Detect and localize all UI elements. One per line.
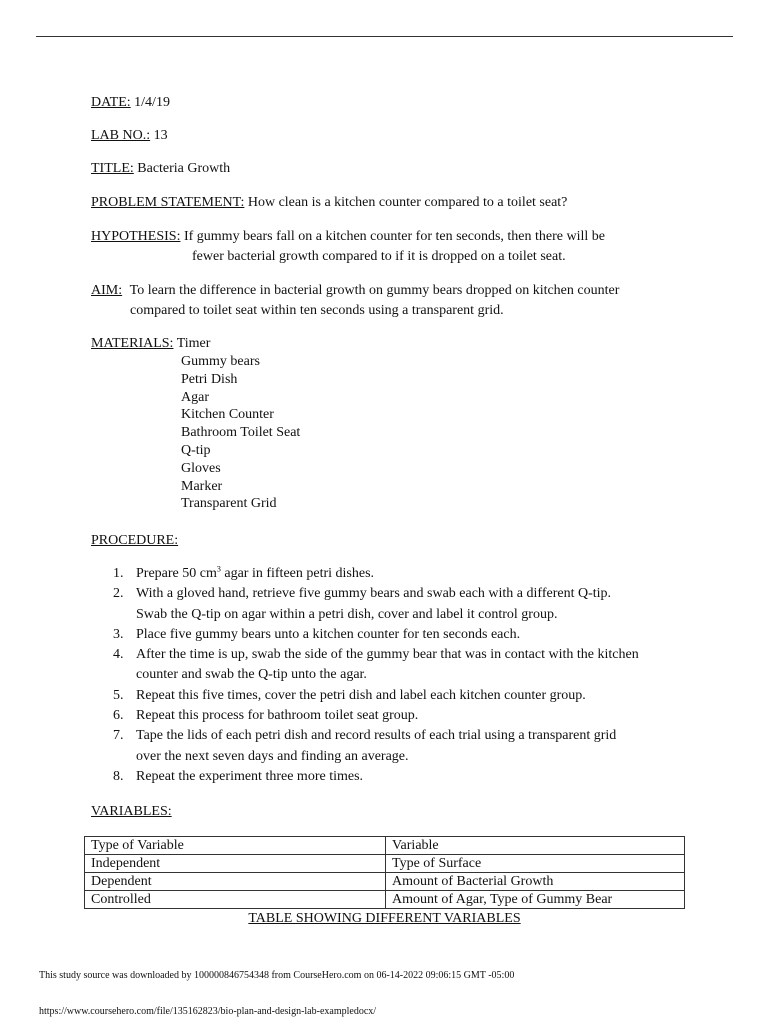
- variables-label: VARIABLES:: [91, 804, 172, 819]
- variables-table: [84, 836, 685, 909]
- table-caption: TABLE SHOWING DIFFERENT VARIABLES: [248, 911, 521, 926]
- procedure-heading: [91, 532, 178, 550]
- lab-no-value: 13: [153, 128, 168, 143]
- step-text: Place five gummy bears unto a kitchen counter for ten seconds each.: [136, 626, 521, 642]
- step-text: Swab the Q-tip on agar within a petri dish, cover and label it control group.: [136, 606, 558, 622]
- hypothesis-field: [91, 228, 605, 246]
- table-cell: Dependent: [85, 873, 386, 891]
- step-superscript: 3: [216, 564, 221, 574]
- table-row: [85, 837, 685, 855]
- material-item: Transparent Grid: [181, 496, 277, 512]
- step-text: Prepare 50 cm: [136, 566, 217, 581]
- procedure-step: [113, 767, 693, 787]
- procedure-step: [113, 726, 693, 767]
- procedure-step: [113, 625, 693, 645]
- material-item: Q-tip: [181, 442, 211, 458]
- aim-label: AIM:: [91, 283, 123, 298]
- procedure-list: [113, 564, 693, 787]
- procedure-step: [113, 645, 693, 686]
- table-cell: Amount of Agar, Type of Gummy Bear: [386, 891, 685, 909]
- problem-statement-field: [91, 194, 567, 212]
- aim-line-1: To learn the difference in bacterial growth on gummy bears dropped on kitchen counter: [129, 283, 620, 298]
- source-url: https://www.coursehero.com/file/135162823/bio-plan-and-design-lab-exampledocx/: [39, 1006, 377, 1017]
- step-number: 4.: [113, 647, 124, 663]
- hypothesis-line-2: fewer bacterial growth compared to if it is dropped on a toilet seat.: [192, 249, 566, 264]
- title-value: Bacteria Growth: [137, 161, 231, 176]
- table-cell: Type of Surface: [386, 855, 685, 873]
- material-item: Kitchen Counter: [181, 407, 274, 423]
- material-item: Agar: [181, 389, 209, 405]
- materials-list: [181, 353, 300, 513]
- material-item: Gloves: [181, 460, 221, 476]
- procedure-step: [113, 584, 693, 625]
- step-number: 2.: [113, 586, 124, 602]
- table-row: [85, 891, 685, 909]
- hypothesis-line-1: If gummy bears fall on a kitchen counter for ten seconds, then there will be: [183, 229, 605, 244]
- step-text: over the next seven days and finding an average.: [136, 748, 409, 764]
- download-source-note: This study source was downloaded by 100000846754348 from CourseHero.com on 06-14-2022 09:06:15 GMT -05:00: [39, 970, 515, 981]
- step-number: 6.: [113, 708, 124, 724]
- title-label: TITLE:: [91, 161, 134, 176]
- step-text: With a gloved hand, retrieve five gummy bears and swab each with a different Q-tip.: [136, 586, 612, 602]
- material-item: Bathroom Toilet Seat: [181, 425, 301, 441]
- title-field: [91, 160, 230, 178]
- aim-field: [91, 282, 619, 300]
- step-text: Repeat the experiment three more times.: [136, 768, 364, 784]
- hypothesis-label: HYPOTHESIS:: [91, 229, 181, 244]
- step-number: 5.: [113, 687, 124, 703]
- procedure-step: [113, 564, 693, 584]
- material-item: Timer: [176, 336, 211, 351]
- problem-statement-label: PROBLEM STATEMENT:: [91, 195, 245, 210]
- table-cell: Amount of Bacterial Growth: [386, 873, 685, 891]
- step-number: 3.: [113, 626, 124, 642]
- material-item: Marker: [181, 478, 223, 494]
- step-number: 1.: [113, 566, 124, 581]
- step-text: counter and swab the Q-tip unto the agar.: [136, 667, 367, 683]
- procedure-step: [113, 686, 693, 706]
- material-item: Gummy bears: [181, 354, 260, 369]
- step-text: Repeat this process for bathroom toilet seat group.: [136, 708, 419, 724]
- procedure-step: [113, 706, 693, 726]
- table-cell: Independent: [85, 855, 386, 873]
- date-value: 1/4/19: [134, 95, 170, 110]
- table-row: [85, 855, 685, 873]
- procedure-label: PROCEDURE:: [91, 533, 179, 548]
- lab-no-field: [91, 127, 168, 145]
- step-text: Repeat this five times, cover the petri dish and label each kitchen counter group.: [136, 687, 586, 703]
- material-item: Petri Dish: [181, 371, 238, 387]
- step-number: 7.: [113, 728, 124, 744]
- table-cell: Type of Variable: [85, 837, 386, 855]
- problem-statement-value: How clean is a kitchen counter compared to a toilet seat?: [247, 195, 568, 210]
- variables-heading: [91, 803, 172, 821]
- step-text: agar in fifteen petri dishes.: [220, 566, 375, 581]
- materials-label: MATERIALS:: [91, 336, 174, 351]
- top-rule: [36, 36, 733, 37]
- step-text: After the time is up, swab the side of the gummy bear that was in contact with the kitchen: [136, 647, 639, 663]
- step-number: 8.: [113, 768, 124, 784]
- table-cell: Controlled: [85, 891, 386, 909]
- date-label: DATE:: [91, 95, 131, 110]
- aim-line-2: compared to toilet seat within ten seconds using a transparent grid.: [130, 303, 504, 318]
- step-text: Tape the lids of each petri dish and record results of each trial using a transparent grid: [136, 728, 617, 744]
- date-field: [91, 94, 170, 112]
- table-cell: Variable: [386, 837, 685, 855]
- table-row: [85, 873, 685, 891]
- materials-field: [91, 335, 210, 353]
- lab-no-label: LAB NO.:: [91, 128, 151, 143]
